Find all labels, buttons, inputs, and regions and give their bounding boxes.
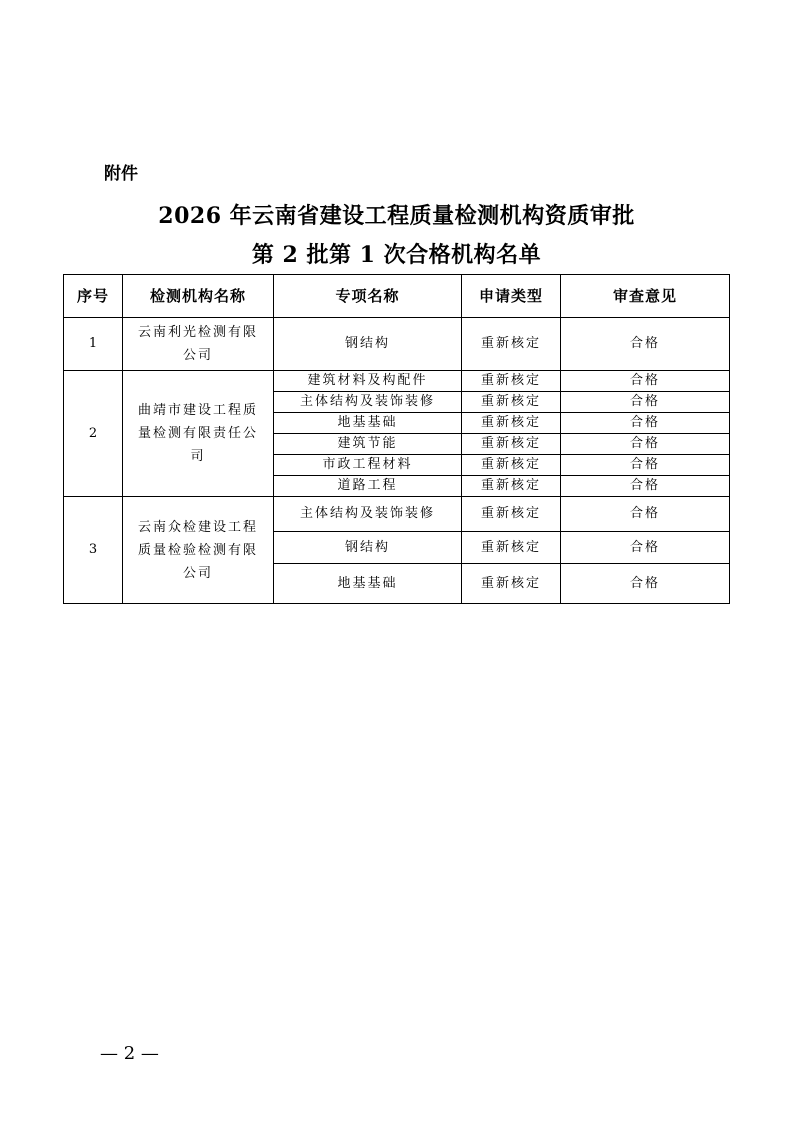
item-name: 建筑材料及构配件 — [274, 371, 462, 392]
review-opinion: 合格 — [561, 476, 730, 497]
review-opinion: 合格 — [561, 564, 730, 604]
item-name: 地基基础 — [274, 413, 462, 434]
row-index: 3 — [64, 497, 123, 604]
application-type: 重新核定 — [462, 564, 561, 604]
row-index: 2 — [64, 371, 123, 497]
item-name: 建筑节能 — [274, 434, 462, 455]
application-type: 重新核定 — [462, 532, 561, 564]
header-institution: 检测机构名称 — [123, 275, 274, 318]
header-opinion: 审查意见 — [561, 275, 730, 318]
document-title-line-2: 第 2 批第 1 次合格机构名单 — [251, 242, 542, 268]
row-index: 1 — [64, 318, 123, 371]
application-type: 重新核定 — [462, 434, 561, 455]
review-opinion: 合格 — [561, 455, 730, 476]
item-name: 钢结构 — [274, 318, 462, 371]
qualified-institutions-table — [63, 274, 730, 604]
item-name: 市政工程材料 — [274, 455, 462, 476]
table-row — [64, 318, 730, 371]
item-name: 钢结构 — [274, 532, 462, 564]
header-index: 序号 — [64, 275, 123, 318]
document-title-line-1: 2026 年云南省建设工程质量检测机构资质审批 — [158, 203, 635, 229]
review-opinion: 合格 — [561, 318, 730, 371]
application-type: 重新核定 — [462, 318, 561, 371]
review-opinion: 合格 — [561, 413, 730, 434]
table-row — [64, 497, 730, 532]
application-type: 重新核定 — [462, 476, 561, 497]
attachment-label: 附件 — [104, 164, 138, 184]
review-opinion: 合格 — [561, 434, 730, 455]
application-type: 重新核定 — [462, 497, 561, 532]
item-name: 主体结构及装饰装修 — [274, 497, 462, 532]
header-application-type: 申请类型 — [462, 275, 561, 318]
institution-name: 曲靖市建设工程质量检测有限责任公司 — [123, 371, 274, 497]
table-row — [64, 371, 730, 392]
item-name: 道路工程 — [274, 476, 462, 497]
review-opinion: 合格 — [561, 392, 730, 413]
table-header-row — [64, 275, 730, 318]
item-name: 地基基础 — [274, 564, 462, 604]
review-opinion: 合格 — [561, 371, 730, 392]
institution-name: 云南众检建设工程质量检验检测有限公司 — [123, 497, 274, 604]
institution-name: 云南利光检测有限公司 — [123, 318, 274, 371]
review-opinion: 合格 — [561, 532, 730, 564]
page-number: — 2 — — [100, 1043, 159, 1064]
application-type: 重新核定 — [462, 455, 561, 476]
item-name: 主体结构及装饰装修 — [274, 392, 462, 413]
header-item: 专项名称 — [274, 275, 462, 318]
review-opinion: 合格 — [561, 497, 730, 532]
application-type: 重新核定 — [462, 413, 561, 434]
application-type: 重新核定 — [462, 392, 561, 413]
application-type: 重新核定 — [462, 371, 561, 392]
